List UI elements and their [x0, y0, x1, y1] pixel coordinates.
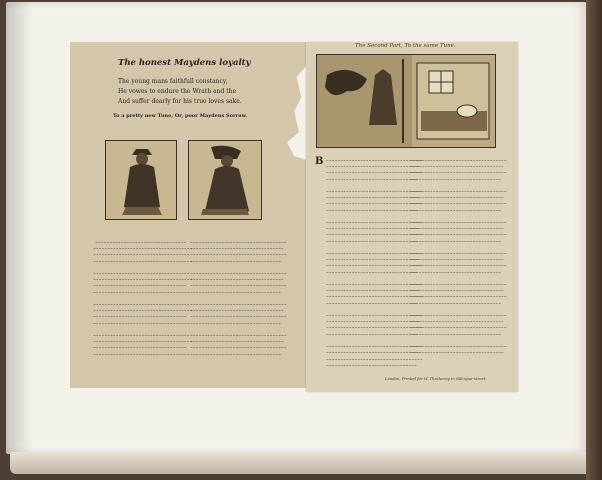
book-page-edges	[10, 452, 594, 474]
woodcut-scene	[316, 54, 496, 148]
woodcut-woman	[188, 140, 262, 220]
subtitle-line-1: The young mans faithfull constancy,	[118, 78, 228, 85]
woodcut-man-figure	[106, 141, 176, 219]
woodcut-man	[105, 140, 177, 220]
woodcut-woman-figure	[189, 141, 261, 219]
subtitle-line-3: And suffer dearly for his true loves sake.	[118, 98, 242, 105]
second-part-title: The Second Part, To the same Tune.	[355, 43, 456, 49]
ballad-title: The honest Maydens loyalty	[118, 58, 251, 68]
left-column-1-text: ~~~~~~~~~~~~~~~~~~~~~~~~~~~~~~~~ ~~~~~~~~~~~~~~~~~~~~~~~~~~~~~~~~~~~ ~~~~~~~~~~~~~~~~~~~~~~~~~~~~~~~~~~ ~~~~~~~~~~~~~~~~~~~~~~~~~~~~~~~~~~~ ~~~~~~~~~~~~~~~~~~~~~~~~~~~~~~~~~~ ~~~~~~~~~~~~~~~~~~~~~~~~~~~~~~~~~~~ ~~~~~~~~~~~~~~~~~~~~~~~~~~~~~~~~~ ~~~~~~~~~~~~~~~~~~~~~~~~~~~~~~~~~~ ~~~~~~~~~~~~~~~~~~~~~~~~~~~~~~~~~~ ~~~~~~~~~~~~~~~~~~~~~~~~~~~~~~~~~~~ ~~~~~~~~~~~~~~~~~~~~~~~~~~~~~~~~~ ~~~~~~~~~~~~~~~~~~~~~~~~~~~~~~~~~~ ~~~~~~~~~~~~~~~~~~~~~~~~~~~~~~~~~~ ~~~~~~~~~~~~~~~~~~~~~~~~~~~~~~~~~~~ ~~~~~~~~~~~~~~~~~~~~~~~~~~~~~~~~~ ~~~~~~~~~~~~~~~~~~~~~~~~~~~~~~~~~~	[93, 241, 193, 357]
drop-capital: B	[315, 156, 324, 167]
woodcut-scene-image	[317, 55, 495, 147]
printer-imprint: London, Printed for W. Thackeray in Gilt-spur-street.	[385, 376, 487, 381]
right-column-2-text: ~~~~~~~~~~~~~~~~~~~~~~~~~~~~~~~~~~ ~~~~~~~~~~~~~~~~~~~~~~~~~~~~~~~~~ ~~~~~~~~~~~~~~~~~~~~~~~~~~~~~~~~~~ ~~~~~~~~~~~~~~~~~~~~~~~~~~~~~~~~ ~~~~~~~~~~~~~~~~~~~~~~~~~~~~~~~~~~ ~~~~~~~~~~~~~~~~~~~~~~~~~~~~~~~~~ ~~~~~~~~~~~~~~~~~~~~~~~~~~~~~~~~~~ ~~~~~~~~~~~~~~~~~~~~~~~~~~~~~~~~ ~~~~~~~~~~~~~~~~~~~~~~~~~~~~~~~~~~ ~~~~~~~~~~~~~~~~~~~~~~~~~~~~~~~~~ ~~~~~~~~~~~~~~~~~~~~~~~~~~~~~~~~~~ ~~~~~~~~~~~~~~~~~~~~~~~~~~~~~~~~ ~~~~~~~~~~~~~~~~~~~~~~~~~~~~~~~~~~ ~~~~~~~~~~~~~~~~~~~~~~~~~~~~~~~~~ ~~~~~~~~~~~~~~~~~~~~~~~~~~~~~~~~~~ ~~~~~~~~~~~~~~~~~~~~~~~~~~~~~~~~ ~~~~~~~~~~~~~~~~~~~~~~~~~~~~~~~~~~ ~~~~~~~~~~~~~~~~~~~~~~~~~~~~~~~~~ ~~~~~~~~~~~~~~~~~~~~~~~~~~~~~~~~~~ ~~~~~~~~~~~~~~~~~~~~~~~~~~~~~~~~ ~~~~~~~~~~~~~~~~~~~~~~~~~~~~~~~~~~ ~~~~~~~~~~~~~~~~~~~~~~~~~~~~~~~~~ ~~~~~~~~~~~~~~~~~~~~~~~~~~~~~~~~~~ ~~~~~~~~~~~~~~~~~~~~~~~~~~~~~~~~ ~~~~~~~~~~~~~~~~~~~~~~~~~~~~~~~~~~ ~~~~~~~~~~~~~~~~~~~~~~~~~~~~~~~~~	[410, 159, 507, 356]
tune-line: To a pretty new Tune, Or, poor Maydens Sorrow.	[113, 113, 248, 119]
right-column-1-text: ~~~~~~~~~~~~~~~~~~~~~~~~~~~~~~~~~~ ~~~~~~~~~~~~~~~~~~~~~~~~~~~~~~~~~ ~~~~~~~~~~~~~~~~~~~~~~~~~~~~~~~~~~ ~~~~~~~~~~~~~~~~~~~~~~~~~~~~~~~~ ~~~~~~~~~~~~~~~~~~~~~~~~~~~~~~~~~~ ~~~~~~~~~~~~~~~~~~~~~~~~~~~~~~~~~ ~~~~~~~~~~~~~~~~~~~~~~~~~~~~~~~~~~ ~~~~~~~~~~~~~~~~~~~~~~~~~~~~~~~~ ~~~~~~~~~~~~~~~~~~~~~~~~~~~~~~~~~~ ~~~~~~~~~~~~~~~~~~~~~~~~~~~~~~~~~ ~~~~~~~~~~~~~~~~~~~~~~~~~~~~~~~~~~ ~~~~~~~~~~~~~~~~~~~~~~~~~~~~~~~~ ~~~~~~~~~~~~~~~~~~~~~~~~~~~~~~~~~~ ~~~~~~~~~~~~~~~~~~~~~~~~~~~~~~~~~ ~~~~~~~~~~~~~~~~~~~~~~~~~~~~~~~~~~ ~~~~~~~~~~~~~~~~~~~~~~~~~~~~~~~~ ~~~~~~~~~~~~~~~~~~~~~~~~~~~~~~~~~~ ~~~~~~~~~~~~~~~~~~~~~~~~~~~~~~~~~ ~~~~~~~~~~~~~~~~~~~~~~~~~~~~~~~~~~ ~~~~~~~~~~~~~~~~~~~~~~~~~~~~~~~~ ~~~~~~~~~~~~~~~~~~~~~~~~~~~~~~~~~~ ~~~~~~~~~~~~~~~~~~~~~~~~~~~~~~~~~ ~~~~~~~~~~~~~~~~~~~~~~~~~~~~~~~~~~ ~~~~~~~~~~~~~~~~~~~~~~~~~~~~~~~~ ~~~~~~~~~~~~~~~~~~~~~~~~~~~~~~~~~~ ~~~~~~~~~~~~~~~~~~~~~~~~~~~~~~~~~ ~~~~~~~~~~~~~~~~~~~~~~~~~~~~~~~~~~ ~~~~~~~~~~~~~~~~~~~~~~~~~~~~~~~~	[326, 159, 423, 368]
left-column-2-text: ~~~~~~~~~~~~~~~~~~~~~~~~~~~~~~~~~~ ~~~~~~~~~~~~~~~~~~~~~~~~~~~~~~~~~ ~~~~~~~~~~~~~~~~~~~~~~~~~~~~~~~~~~ ~~~~~~~~~~~~~~~~~~~~~~~~~~~~~~~~ ~~~~~~~~~~~~~~~~~~~~~~~~~~~~~~~~~~ ~~~~~~~~~~~~~~~~~~~~~~~~~~~~~~~~~ ~~~~~~~~~~~~~~~~~~~~~~~~~~~~~~~~~~ ~~~~~~~~~~~~~~~~~~~~~~~~~~~~~~~~ ~~~~~~~~~~~~~~~~~~~~~~~~~~~~~~~~~~ ~~~~~~~~~~~~~~~~~~~~~~~~~~~~~~~~~ ~~~~~~~~~~~~~~~~~~~~~~~~~~~~~~~~~~ ~~~~~~~~~~~~~~~~~~~~~~~~~~~~~~~~ ~~~~~~~~~~~~~~~~~~~~~~~~~~~~~~~~~~ ~~~~~~~~~~~~~~~~~~~~~~~~~~~~~~~~~ ~~~~~~~~~~~~~~~~~~~~~~~~~~~~~~~~~~ ~~~~~~~~~~~~~~~~~~~~~~~~~~~~~~~~	[190, 241, 287, 357]
subtitle-line-2: He vowes to endure the Wrath and the	[118, 88, 237, 95]
gutter-shadow	[6, 2, 32, 454]
book-binding	[586, 0, 602, 480]
